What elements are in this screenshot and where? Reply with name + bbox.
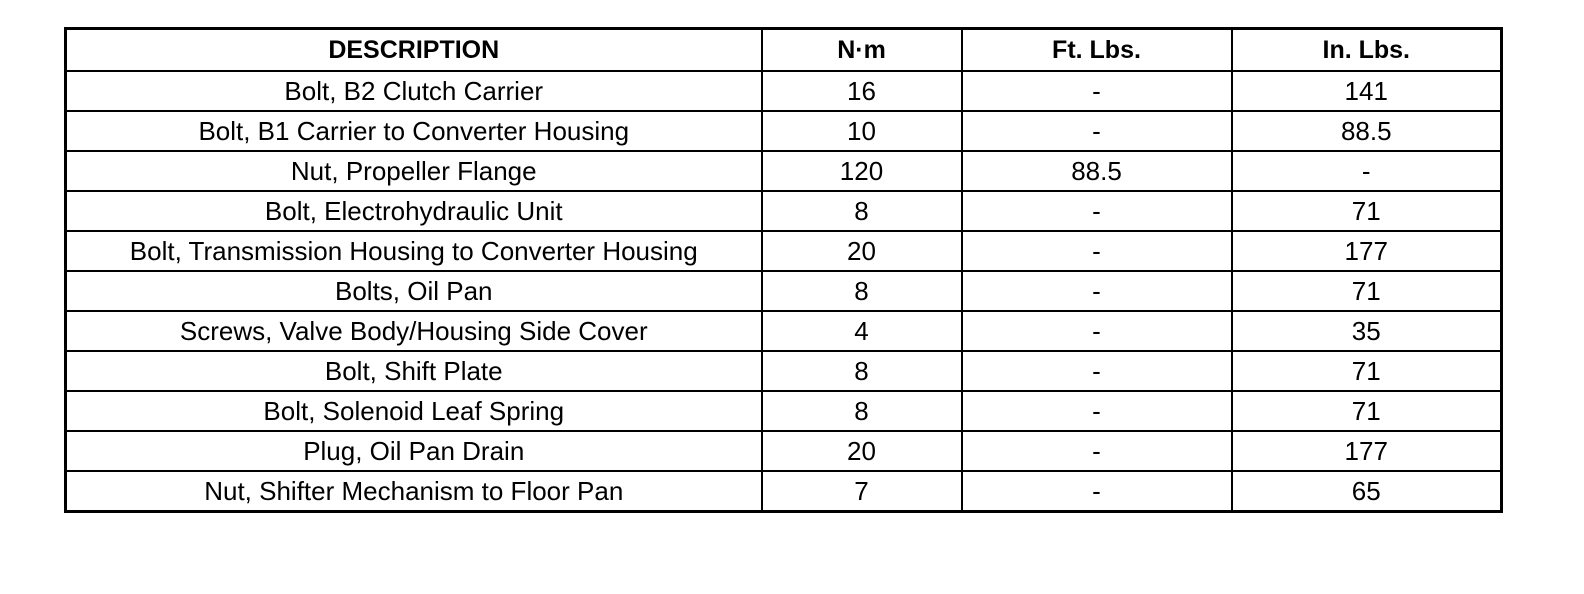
table-body — [66, 71, 1502, 512]
table-row — [66, 391, 1502, 431]
cell-in-lbs: 71 — [1232, 191, 1502, 231]
cell-in-lbs: 177 — [1232, 231, 1502, 271]
cell-description: Bolt, Transmission Housing to Converter Housing — [66, 231, 762, 271]
cell-description: Bolt, Solenoid Leaf Spring — [66, 391, 762, 431]
table-header-row — [66, 29, 1502, 72]
table-row — [66, 111, 1502, 151]
cell-nm: 16 — [762, 71, 962, 111]
cell-in-lbs: 71 — [1232, 351, 1502, 391]
cell-in-lbs: 65 — [1232, 471, 1502, 512]
cell-description: Bolt, Shift Plate — [66, 351, 762, 391]
cell-nm: 20 — [762, 431, 962, 471]
cell-ft-lbs: - — [962, 191, 1232, 231]
cell-description: Bolt, B2 Clutch Carrier — [66, 71, 762, 111]
table-row — [66, 311, 1502, 351]
cell-ft-lbs: - — [962, 431, 1232, 471]
header-foot-pounds: Ft. Lbs. — [962, 29, 1232, 72]
cell-nm: 8 — [762, 351, 962, 391]
cell-in-lbs: 71 — [1232, 391, 1502, 431]
cell-description: Bolt, Electrohydraulic Unit — [66, 191, 762, 231]
header-newton-meters: N·m — [762, 29, 962, 72]
cell-ft-lbs: - — [962, 471, 1232, 512]
cell-in-lbs: 71 — [1232, 271, 1502, 311]
cell-description: Screws, Valve Body/Housing Side Cover — [66, 311, 762, 351]
table-row — [66, 431, 1502, 471]
table-row — [66, 271, 1502, 311]
cell-in-lbs: 35 — [1232, 311, 1502, 351]
cell-nm: 8 — [762, 271, 962, 311]
cell-ft-lbs: - — [962, 391, 1232, 431]
torque-spec-table — [64, 27, 1503, 513]
cell-ft-lbs: - — [962, 311, 1232, 351]
table-row — [66, 351, 1502, 391]
header-description: DESCRIPTION — [66, 29, 762, 72]
table-row — [66, 191, 1502, 231]
cell-description: Bolts, Oil Pan — [66, 271, 762, 311]
cell-nm: 120 — [762, 151, 962, 191]
cell-ft-lbs: - — [962, 111, 1232, 151]
cell-in-lbs: 141 — [1232, 71, 1502, 111]
cell-nm: 10 — [762, 111, 962, 151]
table-row — [66, 71, 1502, 111]
cell-ft-lbs: 88.5 — [962, 151, 1232, 191]
cell-nm: 8 — [762, 191, 962, 231]
cell-in-lbs: - — [1232, 151, 1502, 191]
cell-nm: 8 — [762, 391, 962, 431]
cell-ft-lbs: - — [962, 231, 1232, 271]
cell-description: Nut, Shifter Mechanism to Floor Pan — [66, 471, 762, 512]
table-row — [66, 151, 1502, 191]
cell-nm: 7 — [762, 471, 962, 512]
header-inch-pounds: In. Lbs. — [1232, 29, 1502, 72]
cell-ft-lbs: - — [962, 71, 1232, 111]
table-row — [66, 471, 1502, 512]
cell-in-lbs: 88.5 — [1232, 111, 1502, 151]
cell-ft-lbs: - — [962, 351, 1232, 391]
table-row — [66, 231, 1502, 271]
cell-description: Plug, Oil Pan Drain — [66, 431, 762, 471]
cell-nm: 20 — [762, 231, 962, 271]
cell-ft-lbs: - — [962, 271, 1232, 311]
cell-description: Nut, Propeller Flange — [66, 151, 762, 191]
torque-spec-table-container — [64, 27, 1503, 513]
cell-nm: 4 — [762, 311, 962, 351]
cell-in-lbs: 177 — [1232, 431, 1502, 471]
cell-description: Bolt, B1 Carrier to Converter Housing — [66, 111, 762, 151]
